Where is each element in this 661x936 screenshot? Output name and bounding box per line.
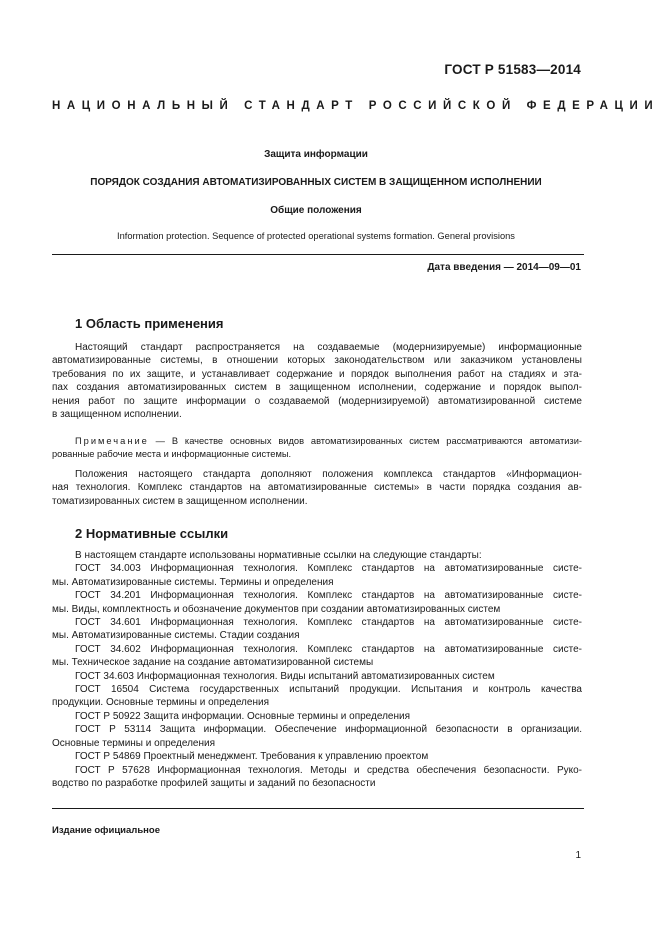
reference-line: ГОСТ Р 53114 Защита информации. Обеспечение информационной безопасности в организации. [75, 724, 582, 736]
reference-line: мы. Автоматизированные системы. Стадии создания [52, 630, 300, 642]
reference-line: ГОСТ 34.201 Информационная технология. Комплекс стандартов на автоматизированные систе- [75, 590, 582, 602]
text-line: пах создания автоматизированных систем в защищенном исполнении, содержание и порядок выпол- [52, 382, 582, 394]
text-line: нения работ по защите информации о создаваемой (модернизируемой) автоматизированной системе [52, 395, 582, 407]
text-line: томатизированных систем в защищенном исполнении. [52, 495, 308, 507]
note-text: — В качестве основных видов автоматизированных систем рассматриваются автоматизи- [148, 436, 582, 446]
document-subject: Защита информации [264, 149, 368, 160]
reference-line: ГОСТ 34.003 Информационная технология. Комплекс стандартов на автоматизированные систе- [75, 563, 582, 575]
header-divider [52, 254, 584, 255]
reference-line: водство по разработке профилей защиты и заданий по безопасности [52, 777, 376, 789]
note-line [52, 435, 582, 448]
reference-line: мы. Автоматизированные системы. Термины и определения [52, 576, 334, 588]
reference-line: ГОСТ Р 54869 Проектный менеджмент. Требования к управлению проектом [75, 751, 429, 763]
page-number: 1 [575, 850, 581, 861]
document-subtitle: Общие положения [270, 205, 362, 216]
reference-line: Основные термины и определения [52, 737, 215, 749]
reference-line: ГОСТ 16504 Система государственных испытаний продукции. Испытания и контроль качества [75, 684, 582, 696]
english-title: Information protection. Sequence of protected operational systems formation. General provisions [117, 231, 515, 241]
text-line: ная технология. Комплекс стандартов на автоматизированные системы» в части порядка создания ав- [52, 482, 582, 494]
text-line: Настоящий стандарт распространяется на создаваемые (модернизируемые) информационные [75, 342, 582, 353]
reference-line: ГОСТ Р 50922 Защита информации. Основные термины и определения [75, 710, 411, 722]
reference-line: ГОСТ Р 57628 Информационная технология. Методы и средства обеспечения безопасности. Руко- [75, 764, 582, 776]
document-title: ПОРЯДОК СОЗДАНИЯ АВТОМАТИЗИРОВАННЫХ СИСТЕМ В ЗАЩИЩЕННОМ ИСПОЛНЕНИИ [90, 177, 542, 188]
text-line: Положения настоящего стандарта дополняют положения комплекса стандартов «Информацион- [75, 469, 582, 480]
section-1-paragraph-1 [52, 341, 582, 421]
note-label: Примечание [75, 436, 149, 446]
normative-references-list [52, 549, 582, 790]
text-line: требования по их защите, и устанавливает содержание и порядок выполнения работ на стадиях и эта- [52, 368, 582, 380]
section-1-note [52, 435, 582, 462]
footer-divider [52, 808, 584, 809]
text-line: в защищенном исполнении. [52, 409, 182, 421]
reference-line: В настоящем стандарте использованы нормативные ссылки на следующие стандарты: [75, 550, 482, 561]
section-1-paragraph-2 [52, 468, 582, 508]
reference-line: ГОСТ 34.603 Информационная технология. Виды испытаний автоматизированных систем [75, 670, 495, 682]
reference-line: ГОСТ 34.602 Информационная технология. Комплекс стандартов на автоматизированные систе- [75, 643, 582, 655]
national-standard-banner: НАЦИОНАЛЬНЫЙ СТАНДАРТ РОССИЙСКОЙ ФЕДЕРАЦИИ [52, 100, 660, 112]
gost-code: ГОСТ Р 51583—2014 [444, 62, 581, 77]
text-line: автоматизированные системы, в отношении которых законодательством или заказчиком установлены [52, 355, 582, 367]
reference-line: мы. Виды, комплектность и обозначение документов при создании автоматизированных систем [52, 603, 501, 615]
note-line: рованные рабочие места и информационные системы. [52, 449, 292, 460]
edition-label: Издание официальное [52, 825, 160, 836]
section-2-heading: 2 Нормативные ссылки [75, 526, 229, 541]
reference-line: мы. Техническое задание на создание автоматизированной системы [52, 657, 374, 669]
reference-line: ГОСТ 34.601 Информационная технология. Комплекс стандартов на автоматизированные систе- [75, 617, 582, 629]
introduction-date: Дата введения — 2014—09—01 [427, 262, 581, 273]
section-1-heading: 1 Область применения [75, 316, 224, 331]
reference-line: продукции. Основные термины и определения [52, 697, 269, 709]
